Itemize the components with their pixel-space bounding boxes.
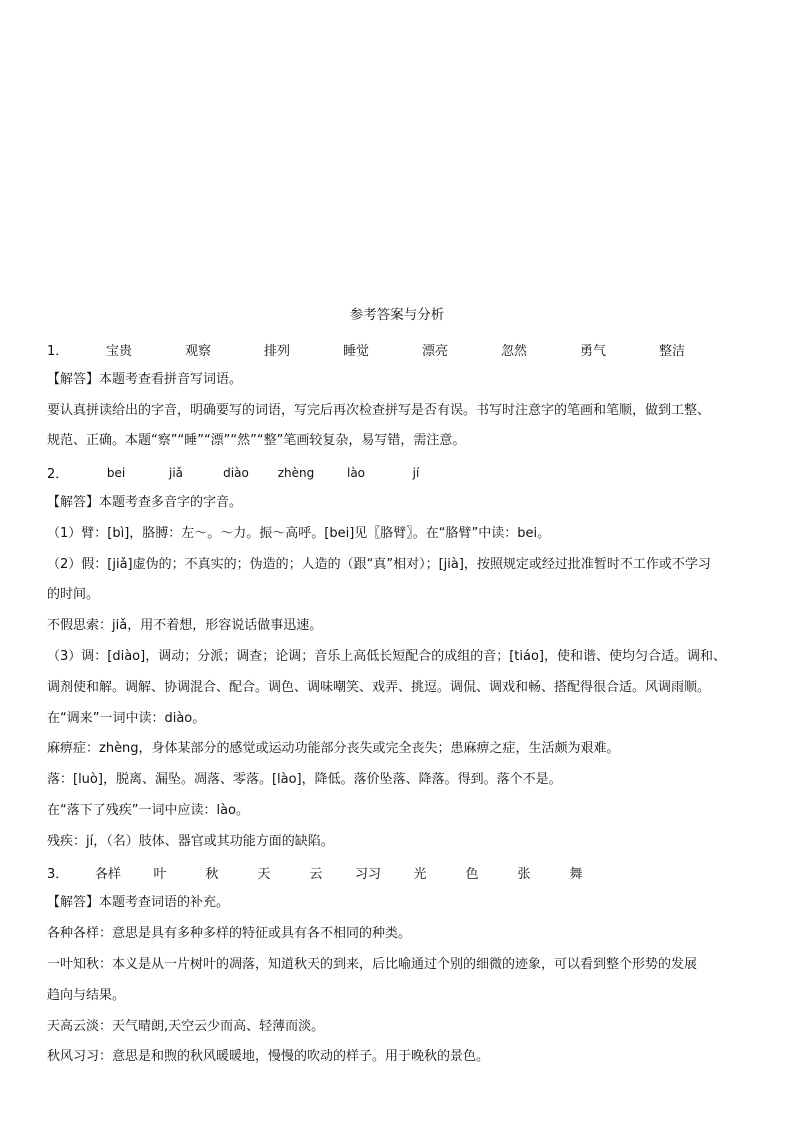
answer-word: 光	[413, 867, 427, 883]
answer-word: 整洁	[658, 343, 685, 359]
analysis-text: 不假思索：jiǎ，用不着想，形容说话做事迅速。	[47, 618, 323, 634]
question-number: 2．	[47, 467, 69, 483]
analysis-text: 趋向与结果。	[47, 987, 126, 1003]
answer-word: 张	[517, 867, 531, 883]
answer-word: 勇气	[579, 343, 606, 359]
question-2-answers	[47, 457, 752, 488]
analysis-text: （1）臂：[bì]，胳膊：左～。～力。振～高呼。[bei]见〖胳臂〗。在“胳臂”中读：bei。	[47, 525, 551, 541]
analysis-text: 各种各样：意思是具有多种多样的特征或具有各不相同的种类。	[47, 926, 412, 942]
analysis-text: （3）调：[diào]，调动；分派；调查；论调；音乐上高低长短配合的成组的音；[tiáo]，使和谐、使均匀合适。调和、	[47, 648, 726, 664]
analysis-text: 规范、正确。本题“察”“睡”“漂”“然”“整”笔画较复杂，易写错，需注意。	[47, 433, 466, 449]
answer-word: 天	[257, 867, 271, 883]
answer-word: 忽然	[500, 343, 527, 359]
analysis-text: 残疾：jí，（名）肢体、器官或其功能方面的缺陷。	[47, 833, 334, 849]
question-1-answers	[47, 334, 752, 365]
answer-word: 睡觉	[342, 343, 369, 359]
question-number: 1．	[47, 343, 69, 359]
answer-word: 各样	[94, 867, 121, 883]
analysis-label: 【解答】本题考查多音字的字音。	[47, 494, 243, 510]
answer-word: 习习	[354, 867, 381, 883]
answer-pinyin: lào	[346, 465, 366, 480]
answer-word: 漂亮	[421, 343, 448, 359]
analysis-text: 麻痹症：zhèng，身体某部分的感觉或运动功能部分丧失或完全丧失；患麻痹之症，生活颇为艰难。	[47, 741, 620, 757]
answer-word: 宝贵	[105, 343, 132, 359]
analysis-text: 秋风习习：意思是和煦的秋风暖暖地，慢慢的吹动的样子。用于晚秋的景色。	[47, 1049, 490, 1065]
answer-word: 观察	[184, 343, 211, 359]
answer-pinyin: bei	[106, 465, 126, 480]
analysis-text: 一叶知秋：本义是从一片树叶的凋落，知道秋天的到来，后比喻通过个别的细微的迹象，可以看到整个形势的发展	[47, 956, 698, 972]
analysis-label: 【解答】本题考查看拼音写词语。	[47, 371, 243, 387]
answer-pinyin: zhèng	[277, 465, 315, 480]
analysis-text: 调剂使和解。调解、协调混合、配合。调色、调味嘲笑、戏弄、挑逗。调侃、调戏和畅、搭配得很合适。风调雨顺。	[47, 679, 711, 695]
answer-pinyin: jiǎ	[168, 465, 184, 480]
answer-word: 云	[309, 867, 323, 883]
analysis-text: 的时间。	[47, 587, 100, 603]
answer-word: 秋	[205, 867, 219, 883]
question-number: 3．	[47, 867, 69, 883]
analysis-text: 天高云淡：天气晴朗,天空云少而高、轻薄而淡。	[47, 1018, 325, 1034]
analysis-text: （2）假：[jiǎ]虚伪的；不真实的；伪造的；人造的（跟“真”相对）；[jià]，按照规定或经过批准暂时不工作或不学习	[47, 556, 711, 572]
question-3-answers	[47, 858, 752, 889]
answer-word: 色	[465, 867, 479, 883]
analysis-label: 【解答】本题考查词语的补充。	[47, 895, 230, 911]
answer-word: 舞	[569, 867, 583, 883]
answer-word: 叶	[153, 867, 167, 883]
answer-pinyin: jí	[412, 465, 420, 480]
analysis-text: 在“落下了残疾”一词中应读：lào。	[47, 802, 250, 818]
answer-pinyin: diào	[223, 465, 249, 480]
analysis-text: 落：[luò]，脱离、漏坠。凋落、零落。[lào]，降低。落价坠落、降落。得到。落个不是。	[47, 772, 562, 788]
page-title: 参考答案与分析	[349, 307, 445, 323]
analysis-text: 在“调来”一词中读：diào。	[47, 710, 206, 726]
analysis-text: 要认真拼读给出的字音，明确要写的词语，写完后再次检查拼写是否有误。书写时注意字的笔画和笔顺，做到工整、	[47, 402, 711, 418]
answer-content	[47, 334, 752, 1073]
answer-word: 排列	[263, 343, 290, 359]
